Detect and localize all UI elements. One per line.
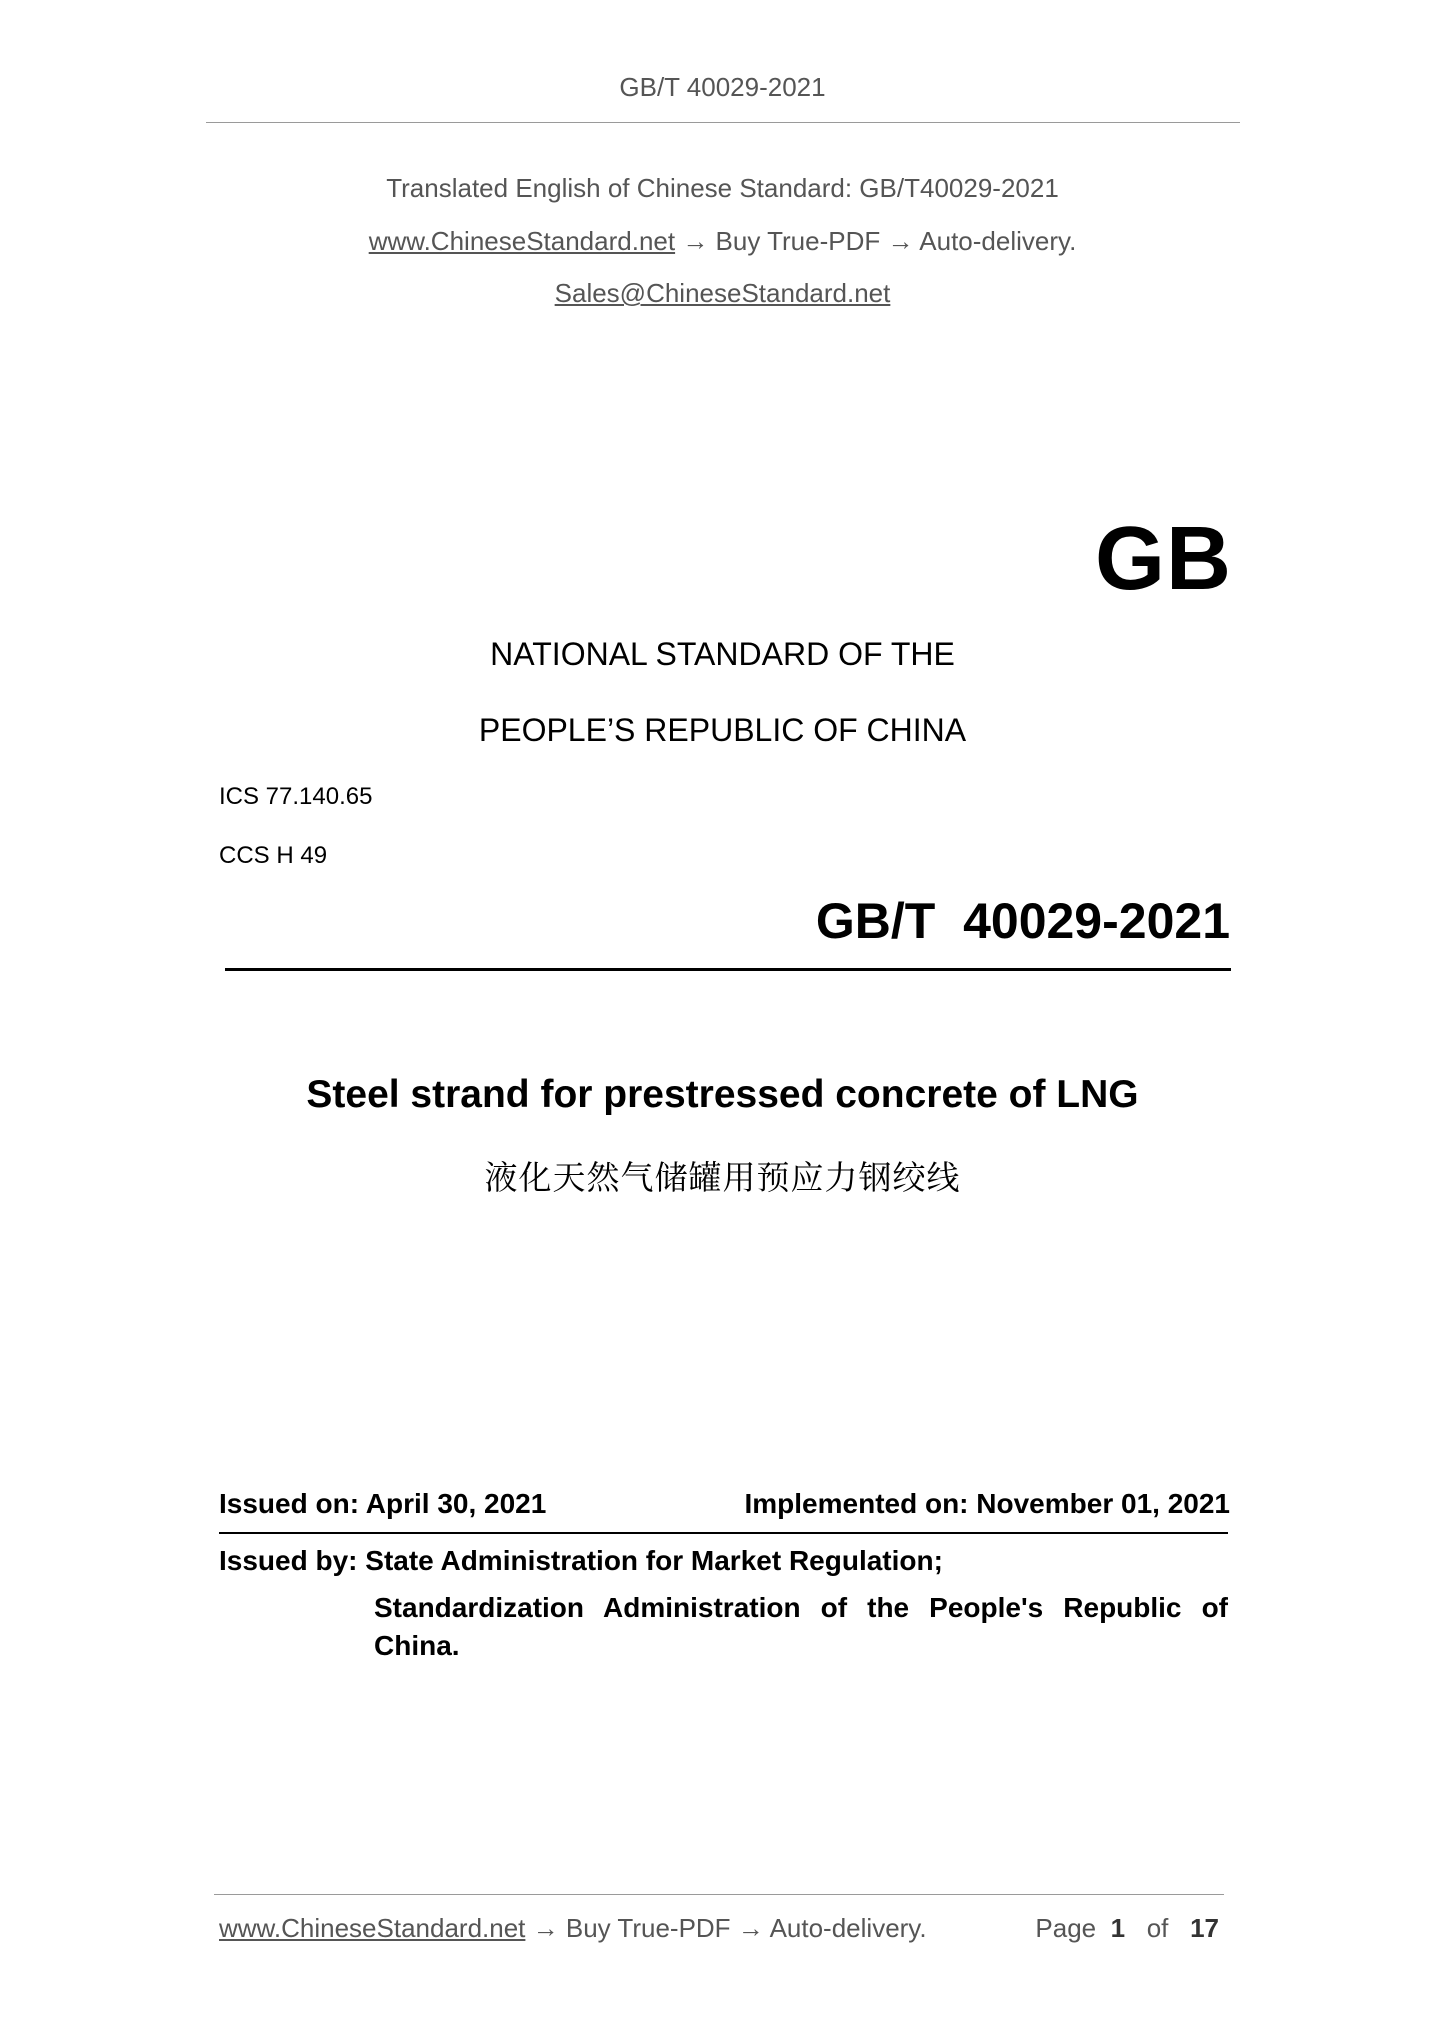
buy-text: → Buy True-PDF → Auto-delivery. <box>675 226 1077 256</box>
issued-by-continuation-end: China. <box>374 1630 460 1661</box>
of-label: of <box>1146 1913 1169 1943</box>
national-standard-line-1: NATIONAL STANDARD OF THE <box>490 636 955 672</box>
header-divider <box>206 122 1240 123</box>
footer-divider <box>214 1894 1224 1895</box>
sales-notice <box>0 278 1445 309</box>
purchase-notice <box>0 226 1445 257</box>
issued-on-date: Issued on: April 30, 2021 <box>219 1488 547 1519</box>
page-indicator <box>1035 1913 1219 1944</box>
footer-buy-text: → Buy True-PDF → Auto-delivery. <box>525 1913 927 1943</box>
ics-code: ICS 77.140.65 <box>219 783 373 810</box>
issue-divider <box>219 1532 1228 1534</box>
running-header: GB/T 40029-2021 <box>619 72 826 102</box>
footer-purchase-notice <box>219 1913 927 1944</box>
standard-number: GB/T 40029-2021 <box>815 893 1230 949</box>
footer-site-link[interactable]: www.ChineseStandard.net <box>219 1913 526 1943</box>
title-chinese: 液化天然气储罐用预应力钢绞线 <box>484 1158 961 1197</box>
title-english: Steel strand for prestressed concrete of LNG <box>306 1073 1139 1116</box>
national-standard-line-2: PEOPLE’S REPUBLIC OF CHINA <box>478 712 967 748</box>
translation-notice: Translated English of Chinese Standard: GB/T40029-2021 <box>386 173 1059 203</box>
issued-by: Issued by: State Administration for Market Regulation; <box>219 1545 943 1576</box>
current-page: 1 <box>1110 1913 1126 1943</box>
site-link[interactable]: www.ChineseStandard.net <box>368 226 676 256</box>
gb-logo: GB <box>1095 509 1232 609</box>
page-label: Page <box>1035 1913 1097 1943</box>
standard-number-divider <box>225 968 1231 971</box>
ccs-code: CCS H 49 <box>219 842 328 869</box>
implemented-on-date: Implemented on: November 01, 2021 <box>744 1488 1230 1519</box>
sales-email-link[interactable]: Sales@ChineseStandard.net <box>554 278 891 308</box>
issued-by-continuation: Standardization Administration of the People's Republic of <box>374 1592 1228 1623</box>
total-pages: 17 <box>1190 1913 1219 1943</box>
